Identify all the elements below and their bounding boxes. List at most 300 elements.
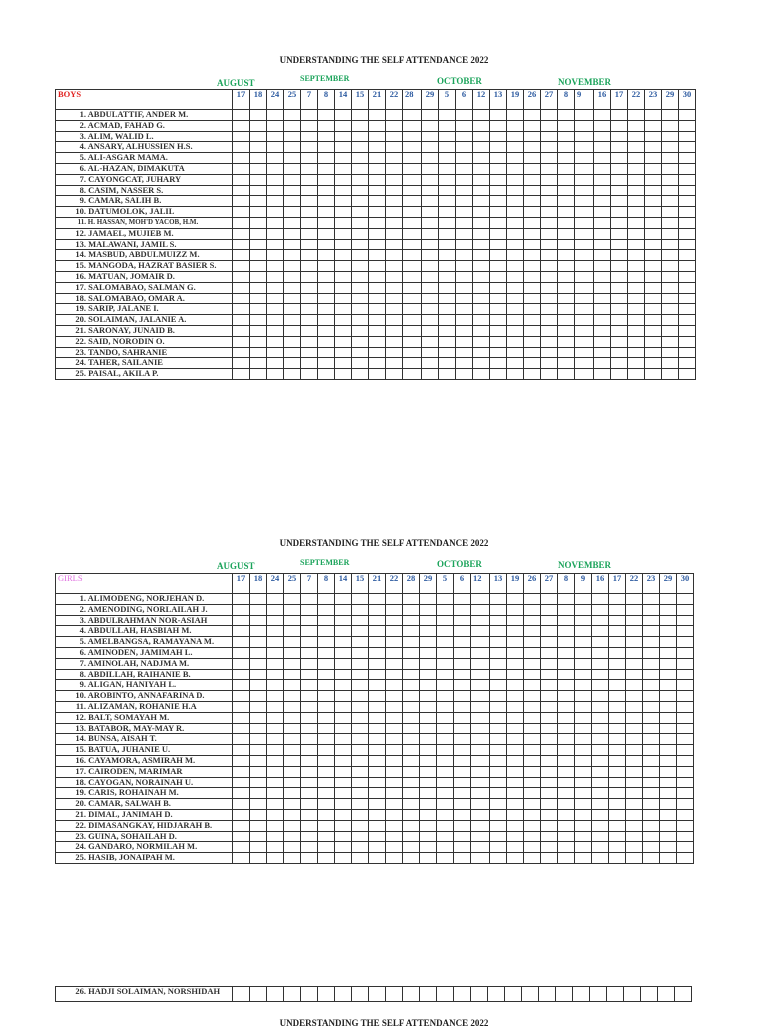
attendance-cell[interactable] <box>643 615 660 626</box>
attendance-cell[interactable] <box>420 820 437 831</box>
attendance-cell[interactable] <box>473 207 490 218</box>
attendance-cell[interactable] <box>301 293 318 304</box>
attendance-cell[interactable] <box>233 745 250 756</box>
attendance-cell[interactable] <box>490 723 507 734</box>
attendance-cell[interactable] <box>439 131 456 142</box>
attendance-cell[interactable] <box>558 110 575 121</box>
attendance-cell[interactable] <box>594 163 611 174</box>
attendance-cell[interactable] <box>250 766 267 777</box>
attendance-cell[interactable] <box>611 207 628 218</box>
attendance-cell[interactable] <box>454 745 471 756</box>
attendance-cell[interactable] <box>267 594 284 605</box>
attendance-cell[interactable] <box>575 174 594 185</box>
attendance-cell[interactable] <box>318 788 335 799</box>
attendance-cell[interactable] <box>250 131 267 142</box>
attendance-cell[interactable] <box>541 131 558 142</box>
attendance-cell[interactable] <box>660 723 677 734</box>
attendance-cell[interactable] <box>420 712 437 723</box>
attendance-cell[interactable] <box>541 325 558 336</box>
attendance-cell[interactable] <box>594 250 611 261</box>
attendance-cell[interactable] <box>454 831 471 842</box>
attendance-cell[interactable] <box>386 196 403 207</box>
attendance-cell[interactable] <box>490 131 507 142</box>
attendance-cell[interactable] <box>456 142 473 153</box>
attendance-cell[interactable] <box>541 615 558 626</box>
attendance-cell[interactable] <box>611 131 628 142</box>
attendance-cell[interactable] <box>335 271 352 282</box>
attendance-cell[interactable] <box>677 809 694 820</box>
attendance-cell[interactable] <box>352 799 369 810</box>
attendance-cell[interactable] <box>335 799 352 810</box>
attendance-cell[interactable] <box>267 217 284 228</box>
attendance-cell[interactable] <box>471 658 490 669</box>
attendance-cell[interactable] <box>490 315 507 326</box>
attendance-cell[interactable] <box>318 658 335 669</box>
attendance-cell[interactable] <box>352 809 369 820</box>
attendance-cell[interactable] <box>284 604 301 615</box>
attendance-cell[interactable] <box>233 594 250 605</box>
attendance-cell[interactable] <box>352 196 369 207</box>
attendance-cell[interactable] <box>454 637 471 648</box>
attendance-cell[interactable] <box>628 131 645 142</box>
attendance-cell[interactable] <box>541 282 558 293</box>
attendance-cell[interactable] <box>267 325 284 336</box>
attendance-cell[interactable] <box>507 755 524 766</box>
attendance-cell[interactable] <box>318 228 335 239</box>
attendance-cell[interactable] <box>352 745 369 756</box>
attendance-cell[interactable] <box>454 723 471 734</box>
attendance-cell[interactable] <box>679 315 696 326</box>
attendance-cell[interactable] <box>352 271 369 282</box>
attendance-cell[interactable] <box>318 987 335 1002</box>
attendance-cell[interactable] <box>437 831 454 842</box>
attendance-cell[interactable] <box>352 207 369 218</box>
attendance-cell[interactable] <box>403 325 422 336</box>
attendance-cell[interactable] <box>558 304 575 315</box>
attendance-cell[interactable] <box>473 347 490 358</box>
attendance-cell[interactable] <box>352 185 369 196</box>
attendance-cell[interactable] <box>679 282 696 293</box>
attendance-cell[interactable] <box>335 250 352 261</box>
attendance-cell[interactable] <box>456 304 473 315</box>
attendance-cell[interactable] <box>609 734 626 745</box>
attendance-cell[interactable] <box>679 347 696 358</box>
attendance-cell[interactable] <box>558 271 575 282</box>
attendance-cell[interactable] <box>284 358 301 369</box>
attendance-cell[interactable] <box>471 853 490 864</box>
attendance-cell[interactable] <box>679 131 696 142</box>
attendance-cell[interactable] <box>611 163 628 174</box>
attendance-cell[interactable] <box>318 142 335 153</box>
attendance-cell[interactable] <box>611 304 628 315</box>
attendance-cell[interactable] <box>490 755 507 766</box>
attendance-cell[interactable] <box>369 315 386 326</box>
attendance-cell[interactable] <box>250 637 267 648</box>
attendance-cell[interactable] <box>422 228 439 239</box>
attendance-cell[interactable] <box>439 336 456 347</box>
attendance-cell[interactable] <box>643 669 660 680</box>
attendance-cell[interactable] <box>541 626 558 637</box>
attendance-cell[interactable] <box>473 110 490 121</box>
attendance-cell[interactable] <box>403 615 420 626</box>
attendance-cell[interactable] <box>422 271 439 282</box>
attendance-cell[interactable] <box>541 766 558 777</box>
attendance-cell[interactable] <box>250 174 267 185</box>
attendance-cell[interactable] <box>575 604 592 615</box>
attendance-cell[interactable] <box>386 217 403 228</box>
attendance-cell[interactable] <box>422 131 439 142</box>
attendance-cell[interactable] <box>541 250 558 261</box>
attendance-cell[interactable] <box>369 304 386 315</box>
attendance-cell[interactable] <box>352 987 369 1002</box>
attendance-cell[interactable] <box>524 358 541 369</box>
attendance-cell[interactable] <box>592 669 609 680</box>
attendance-cell[interactable] <box>507 325 524 336</box>
attendance-cell[interactable] <box>386 820 403 831</box>
attendance-cell[interactable] <box>609 669 626 680</box>
attendance-cell[interactable] <box>609 626 626 637</box>
attendance-cell[interactable] <box>369 820 386 831</box>
attendance-cell[interactable] <box>645 153 662 164</box>
attendance-cell[interactable] <box>628 153 645 164</box>
attendance-cell[interactable] <box>592 809 609 820</box>
attendance-cell[interactable] <box>422 163 439 174</box>
attendance-cell[interactable] <box>609 745 626 756</box>
attendance-cell[interactable] <box>558 734 575 745</box>
attendance-cell[interactable] <box>490 658 507 669</box>
attendance-cell[interactable] <box>335 701 352 712</box>
attendance-cell[interactable] <box>250 691 267 702</box>
attendance-cell[interactable] <box>301 987 318 1002</box>
attendance-cell[interactable] <box>524 325 541 336</box>
attendance-cell[interactable] <box>437 734 454 745</box>
attendance-cell[interactable] <box>626 853 643 864</box>
attendance-cell[interactable] <box>318 271 335 282</box>
attendance-cell[interactable] <box>369 777 386 788</box>
attendance-cell[interactable] <box>439 271 456 282</box>
attendance-cell[interactable] <box>454 809 471 820</box>
attendance-cell[interactable] <box>645 142 662 153</box>
attendance-cell[interactable] <box>643 712 660 723</box>
attendance-cell[interactable] <box>677 777 694 788</box>
attendance-cell[interactable] <box>369 336 386 347</box>
attendance-cell[interactable] <box>645 120 662 131</box>
attendance-cell[interactable] <box>575 766 592 777</box>
attendance-cell[interactable] <box>437 604 454 615</box>
attendance-cell[interactable] <box>403 712 420 723</box>
attendance-cell[interactable] <box>386 842 403 853</box>
attendance-cell[interactable] <box>386 131 403 142</box>
attendance-cell[interactable] <box>471 831 490 842</box>
attendance-cell[interactable] <box>507 594 524 605</box>
attendance-cell[interactable] <box>439 358 456 369</box>
attendance-cell[interactable] <box>335 820 352 831</box>
attendance-cell[interactable] <box>507 217 524 228</box>
attendance-cell[interactable] <box>403 358 422 369</box>
attendance-cell[interactable] <box>352 325 369 336</box>
attendance-cell[interactable] <box>454 604 471 615</box>
attendance-cell[interactable] <box>386 669 403 680</box>
attendance-cell[interactable] <box>437 712 454 723</box>
attendance-cell[interactable] <box>420 723 437 734</box>
attendance-cell[interactable] <box>250 831 267 842</box>
attendance-cell[interactable] <box>301 853 318 864</box>
attendance-cell[interactable] <box>490 110 507 121</box>
attendance-cell[interactable] <box>471 680 490 691</box>
attendance-cell[interactable] <box>403 987 420 1002</box>
attendance-cell[interactable] <box>335 734 352 745</box>
attendance-cell[interactable] <box>490 293 507 304</box>
attendance-cell[interactable] <box>558 293 575 304</box>
attendance-cell[interactable] <box>318 691 335 702</box>
attendance-cell[interactable] <box>267 680 284 691</box>
attendance-cell[interactable] <box>677 637 694 648</box>
attendance-cell[interactable] <box>575 217 594 228</box>
attendance-cell[interactable] <box>677 701 694 712</box>
attendance-cell[interactable] <box>558 228 575 239</box>
attendance-cell[interactable] <box>594 228 611 239</box>
attendance-cell[interactable] <box>575 250 594 261</box>
attendance-cell[interactable] <box>454 766 471 777</box>
attendance-cell[interactable] <box>335 723 352 734</box>
attendance-cell[interactable] <box>233 604 250 615</box>
attendance-cell[interactable] <box>267 185 284 196</box>
attendance-cell[interactable] <box>369 831 386 842</box>
attendance-cell[interactable] <box>369 207 386 218</box>
attendance-cell[interactable] <box>439 174 456 185</box>
attendance-cell[interactable] <box>335 647 352 658</box>
attendance-cell[interactable] <box>507 239 524 250</box>
attendance-cell[interactable] <box>645 250 662 261</box>
attendance-cell[interactable] <box>352 680 369 691</box>
attendance-cell[interactable] <box>422 315 439 326</box>
attendance-cell[interactable] <box>679 336 696 347</box>
attendance-cell[interactable] <box>628 358 645 369</box>
attendance-cell[interactable] <box>679 217 696 228</box>
attendance-cell[interactable] <box>524 691 541 702</box>
attendance-cell[interactable] <box>541 723 558 734</box>
attendance-cell[interactable] <box>558 174 575 185</box>
attendance-cell[interactable] <box>660 853 677 864</box>
attendance-cell[interactable] <box>403 315 422 326</box>
attendance-cell[interactable] <box>541 637 558 648</box>
attendance-cell[interactable] <box>233 788 250 799</box>
attendance-cell[interactable] <box>524 594 541 605</box>
attendance-cell[interactable] <box>233 853 250 864</box>
attendance-cell[interactable] <box>471 669 490 680</box>
attendance-cell[interactable] <box>645 163 662 174</box>
attendance-cell[interactable] <box>352 669 369 680</box>
attendance-cell[interactable] <box>454 626 471 637</box>
attendance-cell[interactable] <box>250 271 267 282</box>
attendance-cell[interactable] <box>301 831 318 842</box>
attendance-cell[interactable] <box>420 680 437 691</box>
attendance-cell[interactable] <box>607 987 624 1002</box>
attendance-cell[interactable] <box>318 680 335 691</box>
attendance-cell[interactable] <box>369 604 386 615</box>
attendance-cell[interactable] <box>250 325 267 336</box>
attendance-cell[interactable] <box>558 131 575 142</box>
attendance-cell[interactable] <box>575 712 592 723</box>
attendance-cell[interactable] <box>250 142 267 153</box>
attendance-cell[interactable] <box>677 820 694 831</box>
attendance-cell[interactable] <box>352 766 369 777</box>
attendance-cell[interactable] <box>352 637 369 648</box>
attendance-cell[interactable] <box>437 701 454 712</box>
attendance-cell[interactable] <box>643 723 660 734</box>
attendance-cell[interactable] <box>558 369 575 380</box>
attendance-cell[interactable] <box>524 239 541 250</box>
attendance-cell[interactable] <box>660 734 677 745</box>
attendance-cell[interactable] <box>645 325 662 336</box>
attendance-cell[interactable] <box>679 207 696 218</box>
attendance-cell[interactable] <box>318 831 335 842</box>
attendance-cell[interactable] <box>456 271 473 282</box>
attendance-cell[interactable] <box>318 185 335 196</box>
attendance-cell[interactable] <box>369 142 386 153</box>
attendance-cell[interactable] <box>335 153 352 164</box>
attendance-cell[interactable] <box>628 282 645 293</box>
attendance-cell[interactable] <box>403 647 420 658</box>
attendance-cell[interactable] <box>369 594 386 605</box>
attendance-cell[interactable] <box>679 293 696 304</box>
attendance-cell[interactable] <box>233 196 250 207</box>
attendance-cell[interactable] <box>233 820 250 831</box>
attendance-cell[interactable] <box>420 766 437 777</box>
attendance-cell[interactable] <box>233 712 250 723</box>
attendance-cell[interactable] <box>490 831 507 842</box>
attendance-cell[interactable] <box>422 207 439 218</box>
attendance-cell[interactable] <box>284 615 301 626</box>
attendance-cell[interactable] <box>660 755 677 766</box>
attendance-cell[interactable] <box>420 647 437 658</box>
attendance-cell[interactable] <box>541 734 558 745</box>
attendance-cell[interactable] <box>456 336 473 347</box>
attendance-cell[interactable] <box>437 680 454 691</box>
attendance-cell[interactable] <box>677 658 694 669</box>
attendance-cell[interactable] <box>541 745 558 756</box>
attendance-cell[interactable] <box>352 701 369 712</box>
attendance-cell[interactable] <box>473 120 490 131</box>
attendance-cell[interactable] <box>524 336 541 347</box>
attendance-cell[interactable] <box>575 271 594 282</box>
attendance-cell[interactable] <box>558 325 575 336</box>
attendance-cell[interactable] <box>250 658 267 669</box>
attendance-cell[interactable] <box>662 228 679 239</box>
attendance-cell[interactable] <box>403 347 422 358</box>
attendance-cell[interactable] <box>677 755 694 766</box>
attendance-cell[interactable] <box>403 271 422 282</box>
attendance-cell[interactable] <box>592 766 609 777</box>
attendance-cell[interactable] <box>507 315 524 326</box>
attendance-cell[interactable] <box>267 647 284 658</box>
attendance-cell[interactable] <box>660 604 677 615</box>
attendance-cell[interactable] <box>592 604 609 615</box>
attendance-cell[interactable] <box>471 799 490 810</box>
attendance-cell[interactable] <box>507 131 524 142</box>
attendance-cell[interactable] <box>471 701 490 712</box>
attendance-cell[interactable] <box>490 788 507 799</box>
attendance-cell[interactable] <box>679 163 696 174</box>
attendance-cell[interactable] <box>403 304 422 315</box>
attendance-cell[interactable] <box>611 261 628 272</box>
attendance-cell[interactable] <box>267 691 284 702</box>
attendance-cell[interactable] <box>507 358 524 369</box>
attendance-cell[interactable] <box>233 755 250 766</box>
attendance-cell[interactable] <box>541 110 558 121</box>
attendance-cell[interactable] <box>575 153 594 164</box>
attendance-cell[interactable] <box>473 369 490 380</box>
attendance-cell[interactable] <box>507 820 524 831</box>
attendance-cell[interactable] <box>420 809 437 820</box>
attendance-cell[interactable] <box>352 369 369 380</box>
attendance-cell[interactable] <box>386 271 403 282</box>
attendance-cell[interactable] <box>609 723 626 734</box>
attendance-cell[interactable] <box>420 604 437 615</box>
attendance-cell[interactable] <box>473 271 490 282</box>
attendance-cell[interactable] <box>386 734 403 745</box>
attendance-cell[interactable] <box>335 261 352 272</box>
attendance-cell[interactable] <box>386 120 403 131</box>
attendance-cell[interactable] <box>439 250 456 261</box>
attendance-cell[interactable] <box>267 712 284 723</box>
attendance-cell[interactable] <box>250 626 267 637</box>
attendance-cell[interactable] <box>456 131 473 142</box>
attendance-cell[interactable] <box>301 755 318 766</box>
attendance-cell[interactable] <box>369 120 386 131</box>
attendance-cell[interactable] <box>473 304 490 315</box>
attendance-cell[interactable] <box>645 110 662 121</box>
attendance-cell[interactable] <box>660 669 677 680</box>
attendance-cell[interactable] <box>541 142 558 153</box>
attendance-cell[interactable] <box>645 185 662 196</box>
attendance-cell[interactable] <box>626 594 643 605</box>
attendance-cell[interactable] <box>403 120 422 131</box>
attendance-cell[interactable] <box>592 594 609 605</box>
attendance-cell[interactable] <box>473 174 490 185</box>
attendance-cell[interactable] <box>318 131 335 142</box>
attendance-cell[interactable] <box>645 293 662 304</box>
attendance-cell[interactable] <box>490 120 507 131</box>
attendance-cell[interactable] <box>318 217 335 228</box>
attendance-cell[interactable] <box>575 304 594 315</box>
attendance-cell[interactable] <box>284 347 301 358</box>
attendance-cell[interactable] <box>643 745 660 756</box>
attendance-cell[interactable] <box>439 325 456 336</box>
attendance-cell[interactable] <box>507 777 524 788</box>
attendance-cell[interactable] <box>541 777 558 788</box>
attendance-cell[interactable] <box>594 336 611 347</box>
attendance-cell[interactable] <box>301 723 318 734</box>
attendance-cell[interactable] <box>541 755 558 766</box>
attendance-cell[interactable] <box>507 831 524 842</box>
attendance-cell[interactable] <box>558 820 575 831</box>
attendance-cell[interactable] <box>594 217 611 228</box>
attendance-cell[interactable] <box>422 282 439 293</box>
attendance-cell[interactable] <box>558 831 575 842</box>
attendance-cell[interactable] <box>301 745 318 756</box>
attendance-cell[interactable] <box>284 701 301 712</box>
attendance-cell[interactable] <box>233 163 250 174</box>
attendance-cell[interactable] <box>454 658 471 669</box>
attendance-cell[interactable] <box>386 110 403 121</box>
attendance-cell[interactable] <box>454 680 471 691</box>
attendance-cell[interactable] <box>267 626 284 637</box>
attendance-cell[interactable] <box>233 987 250 1002</box>
attendance-cell[interactable] <box>437 637 454 648</box>
attendance-cell[interactable] <box>456 239 473 250</box>
attendance-cell[interactable] <box>507 271 524 282</box>
